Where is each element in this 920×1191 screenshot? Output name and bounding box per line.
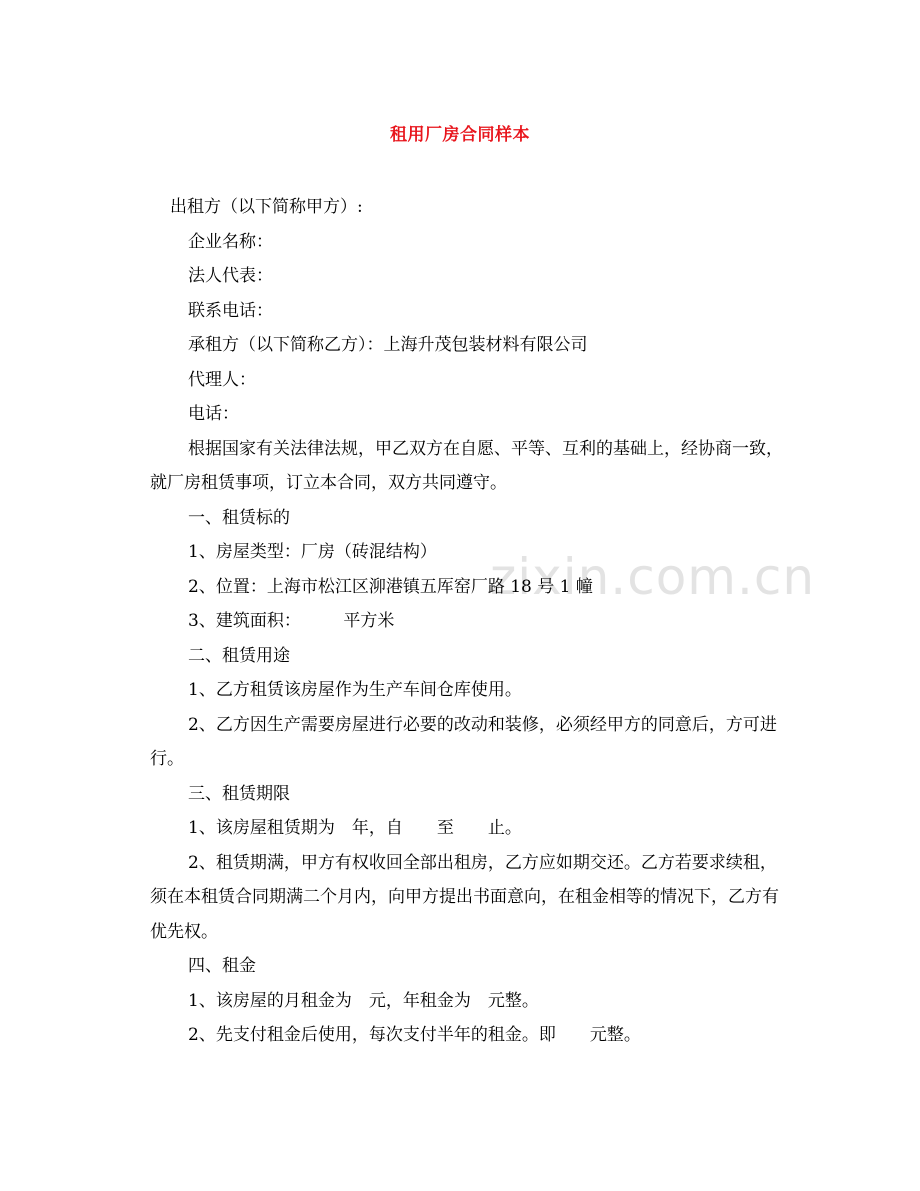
paragraph-agent: 代理人： — [188, 369, 256, 390]
clause-1-1: 1、房屋类型：厂房（砖混结构） — [188, 542, 437, 562]
clause-2-2: 2、乙方因生产需要房屋进行必要的改动和装修，必须经甲方的同意后，方可进行。 — [150, 714, 777, 769]
clause-4-1: 1、该房屋的月租金为 元，年租金为 元整。 — [188, 990, 539, 1011]
clause-1-2: 2、位置：上海市松江区泖港镇五厍窑厂路 18 号 1 幢 — [188, 576, 593, 597]
paragraph-phone: 电话： — [188, 404, 239, 424]
clause-4-2: 2、先支付租金后使用，每次支付半年的租金。即 元整。 — [188, 1025, 641, 1045]
clause-3-2: 2、租赁期满，甲方有权收回全部出租房，乙方应如期交还。乙方若要求续租，须在本租赁合同期满二个月内，向甲方提出书面意向，在租金相等的情况下，乙方有优先权。 — [150, 852, 779, 942]
paragraph-legal-rep: 法人代表： — [188, 266, 273, 286]
watermark: zixin.com.cn — [490, 548, 816, 606]
paragraph-contact-phone: 联系电话： — [188, 300, 273, 321]
paragraph-lessor: 出租方（以下简称甲方）: — [170, 197, 363, 217]
section-heading-3: 三、租赁期限 — [188, 783, 290, 804]
paragraph-lessee: 承租方（以下简称乙方）：上海升茂包装材料有限公司 — [188, 335, 588, 355]
document-body — [150, 190, 790, 1053]
clause-1-3: 3、建筑面积： 平方米 — [188, 611, 395, 631]
paragraph-company-name: 企业名称： — [188, 231, 273, 252]
section-heading-4: 四、租金 — [188, 956, 256, 976]
section-heading-2: 二、租赁用途 — [188, 645, 290, 666]
document-title: 租用厂房合同样本 — [390, 125, 530, 145]
section-heading-1: 一、租赁标的 — [188, 507, 290, 528]
paragraph-preamble: 根据国家有关法律法规，甲乙双方在自愿、平等、互利的基础上，经协商一致，就厂房租赁事项，订立本合同，双方共同遵守。 — [150, 438, 783, 493]
clause-3-1: 1、该房屋租赁期为 年，自 至 止。 — [188, 818, 522, 838]
clause-2-1: 1、乙方租赁该房屋作为生产车间仓库使用。 — [188, 680, 522, 700]
